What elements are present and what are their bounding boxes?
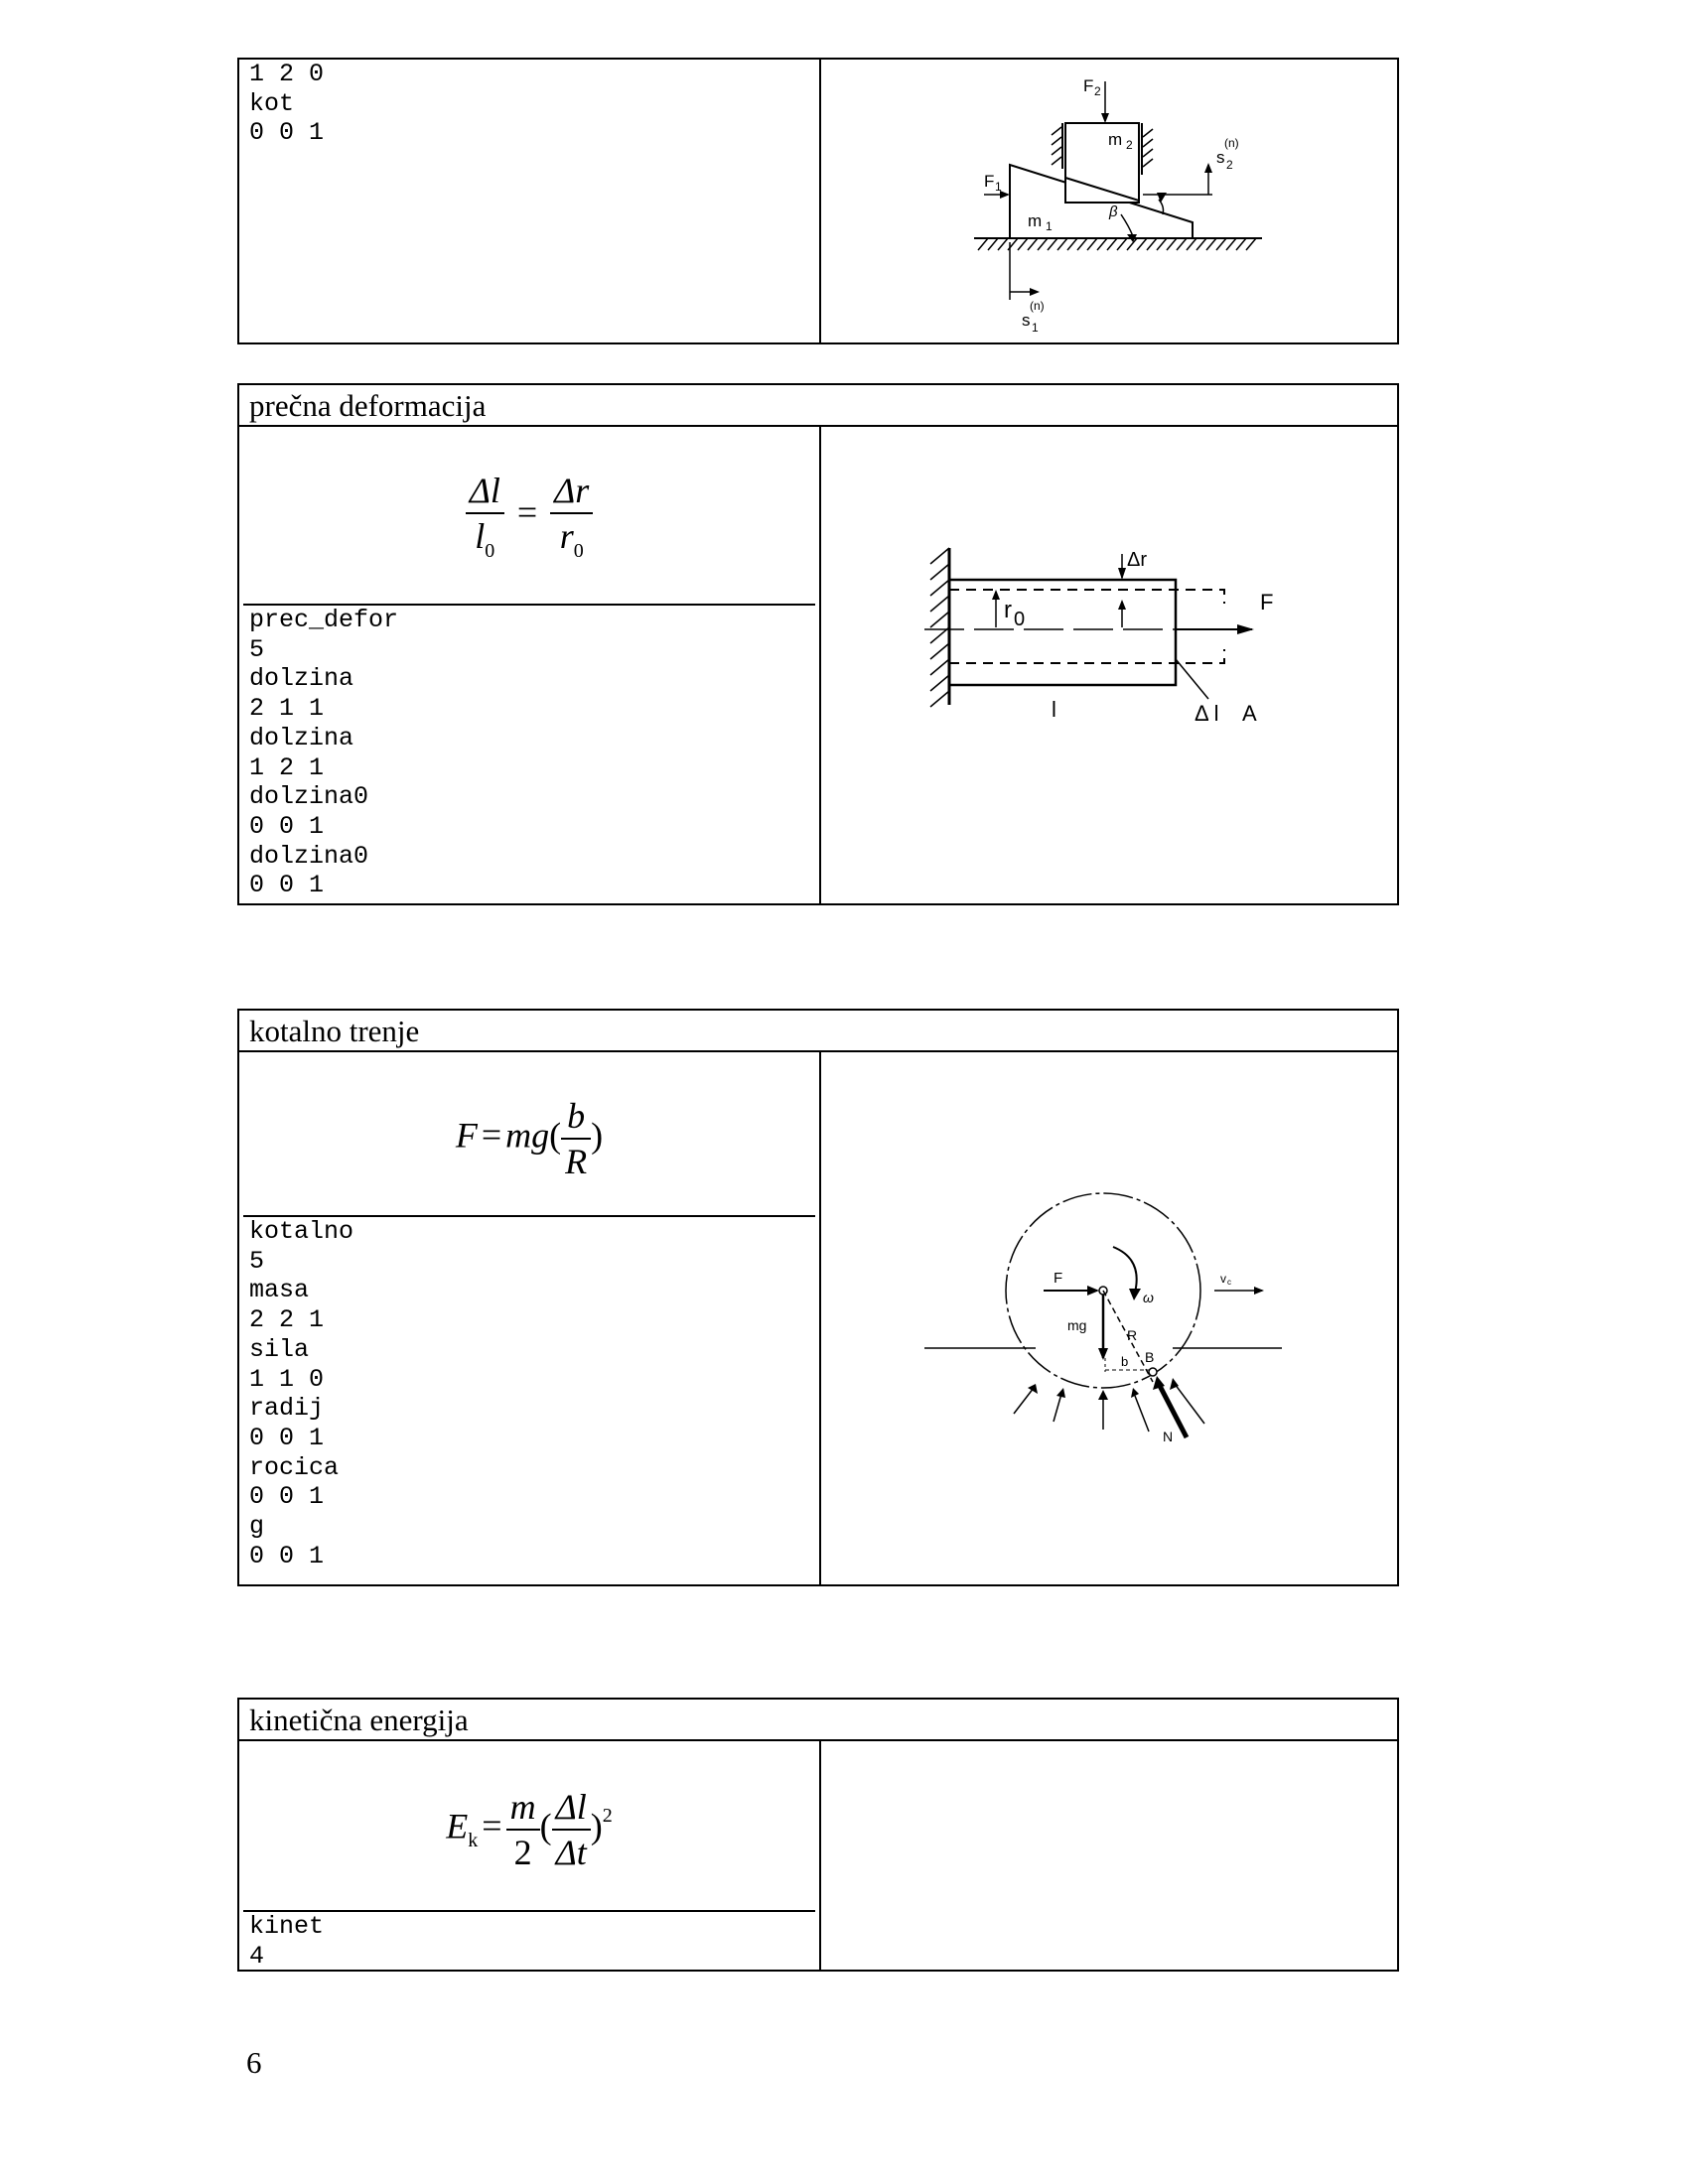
block-4: [237, 1698, 1399, 1972]
label-m1: m: [1028, 211, 1043, 230]
formula: [239, 1785, 819, 1874]
denominator: 2: [513, 1833, 532, 1872]
label-n: N: [1163, 1429, 1174, 1444]
column-divider: [819, 1741, 821, 1970]
column-divider: [819, 1052, 821, 1584]
page-number: 6: [246, 2045, 262, 2080]
block-title: kotalno trenje: [239, 1011, 1397, 1052]
wedge-block-figure: [974, 66, 1272, 343]
label-s2: s: [1216, 148, 1225, 167]
label-s1-sup: (n): [1030, 299, 1045, 313]
equals-sign: =: [482, 1806, 502, 1846]
lhs: E: [446, 1806, 469, 1846]
label-vc: v: [1220, 1272, 1226, 1286]
numerator: m: [506, 1785, 540, 1831]
rolling-friction-figure: [924, 1160, 1322, 1457]
equals-sign: =: [516, 492, 538, 533]
formula-divider: [243, 1910, 815, 1912]
label-s1: s: [1022, 311, 1031, 330]
open-paren: (: [549, 1115, 562, 1156]
label-mg: mg: [1067, 1317, 1087, 1333]
fraction: [561, 1094, 591, 1183]
block-title: prečna deformacija: [239, 385, 1397, 427]
block-title: kinetična energija: [239, 1700, 1397, 1741]
subscript: 0: [485, 540, 495, 562]
label-r: R: [1127, 1327, 1138, 1343]
label-b-point: B: [1145, 1349, 1155, 1365]
code-block-2: prec_defor 5 dolzina 2 1 1 dolzina 1 2 1 dolzina0 0 0 1 dolzina0 0 0 1: [249, 606, 399, 900]
label-s1-sub: 1: [1032, 321, 1039, 335]
label-m1-sub: 1: [1046, 219, 1053, 233]
denominator: r: [559, 516, 574, 556]
column-divider: [819, 60, 821, 342]
label-omega: ω: [1143, 1290, 1154, 1305]
numerator: Δl: [466, 469, 504, 514]
denominator: Δt: [555, 1833, 587, 1872]
label-f: F: [1260, 590, 1274, 614]
denominator: l: [475, 516, 486, 556]
label-s2-sup: (n): [1224, 136, 1239, 150]
label-f1: F: [984, 172, 995, 191]
label-delta-l: Δ l: [1195, 701, 1219, 726]
numerator: b: [561, 1094, 591, 1140]
denominator: R: [565, 1142, 588, 1181]
fraction-right: [550, 469, 593, 564]
label-b: b: [1121, 1354, 1129, 1369]
label-delta-r: Δr: [1127, 549, 1148, 571]
numerator: Δr: [550, 469, 593, 514]
formula: [239, 469, 819, 564]
exponent: 2: [602, 1805, 613, 1828]
close-paren: ): [590, 1806, 603, 1846]
transverse-deformation-figure: [914, 504, 1332, 726]
lhs-subscript: k: [468, 1830, 479, 1852]
close-paren: ): [591, 1115, 604, 1156]
fraction-m-over-2: [506, 1785, 540, 1874]
fraction-dl-over-dt: [552, 1785, 591, 1874]
label-f2: F: [1083, 76, 1094, 95]
code-block-4: kinet 4: [249, 1912, 325, 1971]
subscript: 0: [573, 540, 584, 562]
label-f2-sub: 2: [1094, 84, 1101, 98]
lhs: F: [455, 1115, 478, 1156]
label-f: F: [1054, 1270, 1063, 1287]
label-beta: β: [1109, 204, 1118, 220]
fraction-left: [466, 469, 504, 564]
block-3: [237, 1009, 1399, 1586]
label-a: A: [1242, 701, 1257, 726]
open-paren: (: [539, 1806, 552, 1846]
code-block-3: kotalno 5 masa 2 2 1 sila 1 1 0 radij 0 0 1 rocica 0 0 1 g 0 0 1: [249, 1217, 354, 1570]
numerator: Δl: [552, 1785, 591, 1831]
block-2: [237, 383, 1399, 905]
code-block-1: 1 2 0 kot 0 0 1: [249, 60, 325, 148]
formula: [239, 1094, 819, 1183]
label-r0: r: [1004, 597, 1012, 623]
label-m2: m: [1108, 130, 1123, 149]
column-divider: [819, 427, 821, 903]
label-vc-sub: c: [1227, 1278, 1231, 1287]
label-m2-sub: 2: [1126, 138, 1133, 152]
mg: mg: [505, 1115, 550, 1156]
label-f1-sub: 1: [995, 180, 1002, 194]
block-1: [237, 58, 1399, 344]
label-r0-sub: 0: [1014, 609, 1026, 630]
label-l: l: [1052, 697, 1056, 722]
equals-sign: =: [481, 1115, 502, 1156]
label-s2-sub: 2: [1226, 158, 1233, 172]
